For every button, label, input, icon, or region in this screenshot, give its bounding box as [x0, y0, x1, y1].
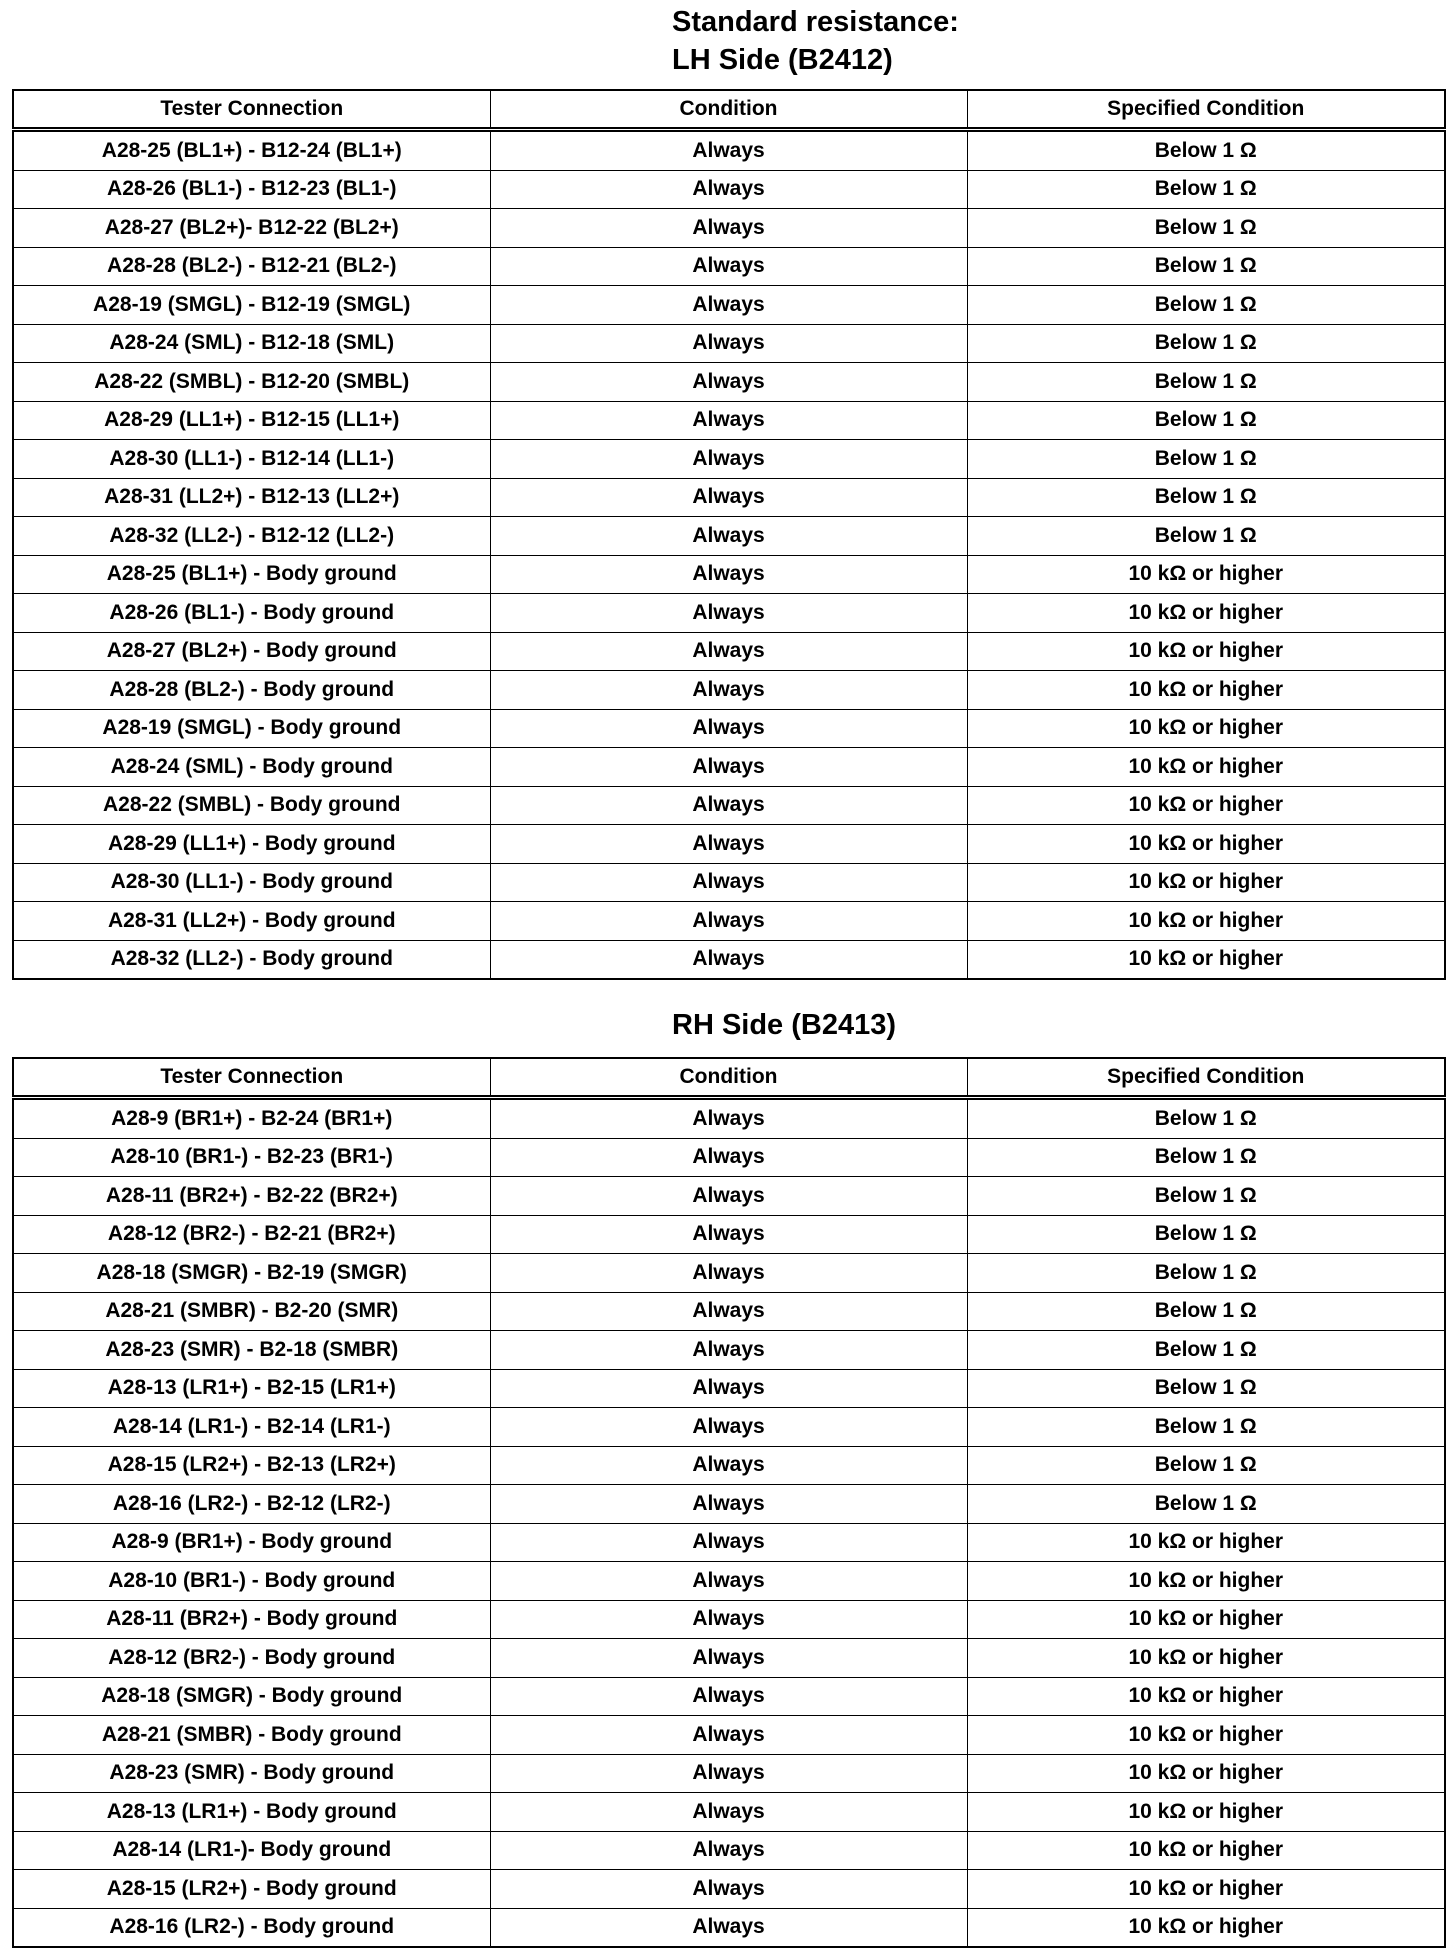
condition-cell: Always: [490, 1331, 967, 1370]
table-row: [13, 940, 1445, 979]
condition-cell: Always: [490, 324, 967, 363]
specified-condition-cell: Below 1 Ω: [967, 209, 1445, 248]
table-row: [13, 748, 1445, 787]
tester-connection-cell: A28-18 (SMGR) - B2-19 (SMGR): [13, 1254, 490, 1293]
condition-cell: Always: [490, 1215, 967, 1254]
condition-cell: Always: [490, 209, 967, 248]
specified-condition-cell: 10 kΩ or higher: [967, 1523, 1445, 1562]
table-row: [13, 1098, 1445, 1139]
condition-cell: Always: [490, 286, 967, 325]
table-row: [13, 1639, 1445, 1678]
specified-condition-cell: Below 1 Ω: [967, 1215, 1445, 1254]
table-row: [13, 247, 1445, 286]
specified-condition-cell: Below 1 Ω: [967, 247, 1445, 286]
lh-resistance-table: [12, 89, 1446, 980]
condition-cell: Always: [490, 1754, 967, 1793]
header-condition: Condition: [490, 90, 967, 130]
specified-condition-cell: 10 kΩ or higher: [967, 863, 1445, 902]
table-row: [13, 286, 1445, 325]
specified-condition-cell: Below 1 Ω: [967, 286, 1445, 325]
table-row: [13, 1446, 1445, 1485]
specified-condition-cell: Below 1 Ω: [967, 1331, 1445, 1370]
tester-connection-cell: A28-31 (LL2+) - B12-13 (LL2+): [13, 478, 490, 517]
tester-connection-cell: A28-14 (LR1-) - B2-14 (LR1-): [13, 1408, 490, 1447]
condition-cell: Always: [490, 130, 967, 171]
table-header-row: [13, 1058, 1445, 1098]
condition-cell: Always: [490, 440, 967, 479]
specified-condition-cell: Below 1 Ω: [967, 1446, 1445, 1485]
table-row: [13, 1908, 1445, 1947]
header-tester-connection: Tester Connection: [13, 1058, 490, 1098]
table-row: [13, 1600, 1445, 1639]
condition-cell: Always: [490, 786, 967, 825]
specified-condition-cell: 10 kΩ or higher: [967, 825, 1445, 864]
tester-connection-cell: A28-23 (SMR) - B2-18 (SMBR): [13, 1331, 490, 1370]
table-row: [13, 1177, 1445, 1216]
header-condition: Condition: [490, 1058, 967, 1098]
tester-connection-cell: A28-29 (LL1+) - B12-15 (LL1+): [13, 401, 490, 440]
condition-cell: Always: [490, 594, 967, 633]
tester-connection-cell: A28-11 (BR2+) - B2-22 (BR2+): [13, 1177, 490, 1216]
condition-cell: Always: [490, 1446, 967, 1485]
document-title: Standard resistance:: [672, 6, 959, 38]
table-header-row: [13, 90, 1445, 130]
condition-cell: Always: [490, 902, 967, 941]
specified-condition-cell: Below 1 Ω: [967, 1485, 1445, 1524]
condition-cell: Always: [490, 1177, 967, 1216]
tester-connection-cell: A28-10 (BR1-) - B2-23 (BR1-): [13, 1138, 490, 1177]
condition-cell: Always: [490, 671, 967, 710]
table-row: [13, 401, 1445, 440]
tester-connection-cell: A28-24 (SML) - B12-18 (SML): [13, 324, 490, 363]
condition-cell: Always: [490, 1292, 967, 1331]
specified-condition-cell: 10 kΩ or higher: [967, 1562, 1445, 1601]
specified-condition-cell: Below 1 Ω: [967, 1098, 1445, 1139]
tester-connection-cell: A28-25 (BL1+) - B12-24 (BL1+): [13, 130, 490, 171]
table-row: [13, 709, 1445, 748]
condition-cell: Always: [490, 401, 967, 440]
tester-connection-cell: A28-28 (BL2-) - B12-21 (BL2-): [13, 247, 490, 286]
table-row: [13, 440, 1445, 479]
specified-condition-cell: Below 1 Ω: [967, 1408, 1445, 1447]
table-row: [13, 555, 1445, 594]
specified-condition-cell: 10 kΩ or higher: [967, 1639, 1445, 1678]
tester-connection-cell: A28-10 (BR1-) - Body ground: [13, 1562, 490, 1601]
condition-cell: Always: [490, 1908, 967, 1947]
tester-connection-cell: A28-9 (BR1+) - Body ground: [13, 1523, 490, 1562]
condition-cell: Always: [490, 1639, 967, 1678]
tester-connection-cell: A28-30 (LL1-) - B12-14 (LL1-): [13, 440, 490, 479]
condition-cell: Always: [490, 1716, 967, 1755]
lh-section-title: LH Side (B2412): [672, 44, 893, 76]
table-row: [13, 1831, 1445, 1870]
tester-connection-cell: A28-19 (SMGL) - Body ground: [13, 709, 490, 748]
condition-cell: Always: [490, 1600, 967, 1639]
condition-cell: Always: [490, 748, 967, 787]
tester-connection-cell: A28-14 (LR1-)- Body ground: [13, 1831, 490, 1870]
table-row: [13, 1716, 1445, 1755]
condition-cell: Always: [490, 555, 967, 594]
table-row: [13, 1870, 1445, 1909]
table-row: [13, 863, 1445, 902]
table-row: [13, 209, 1445, 248]
specified-condition-cell: 10 kΩ or higher: [967, 1831, 1445, 1870]
header-tester-connection: Tester Connection: [13, 90, 490, 130]
condition-cell: Always: [490, 1677, 967, 1716]
specified-condition-cell: Below 1 Ω: [967, 517, 1445, 556]
table-row: [13, 1485, 1445, 1524]
table-row: [13, 1292, 1445, 1331]
table-row: [13, 1331, 1445, 1370]
condition-cell: Always: [490, 1098, 967, 1139]
condition-cell: Always: [490, 940, 967, 979]
header-specified-condition: Specified Condition: [967, 1058, 1445, 1098]
tester-connection-cell: A28-27 (BL2+) - Body ground: [13, 632, 490, 671]
specified-condition-cell: 10 kΩ or higher: [967, 1754, 1445, 1793]
condition-cell: Always: [490, 1369, 967, 1408]
condition-cell: Always: [490, 1562, 967, 1601]
condition-cell: Always: [490, 478, 967, 517]
condition-cell: Always: [490, 632, 967, 671]
condition-cell: Always: [490, 1870, 967, 1909]
tester-connection-cell: A28-22 (SMBL) - B12-20 (SMBL): [13, 363, 490, 402]
table-row: [13, 902, 1445, 941]
table-row: [13, 671, 1445, 710]
specified-condition-cell: Below 1 Ω: [967, 130, 1445, 171]
tester-connection-cell: A28-15 (LR2+) - B2-13 (LR2+): [13, 1446, 490, 1485]
tester-connection-cell: A28-16 (LR2-) - Body ground: [13, 1908, 490, 1947]
tester-connection-cell: A28-13 (LR1+) - B2-15 (LR1+): [13, 1369, 490, 1408]
specified-condition-cell: 10 kΩ or higher: [967, 1677, 1445, 1716]
tester-connection-cell: A28-26 (BL1-) - Body ground: [13, 594, 490, 633]
tester-connection-cell: A28-25 (BL1+) - Body ground: [13, 555, 490, 594]
tester-connection-cell: A28-24 (SML) - Body ground: [13, 748, 490, 787]
table-row: [13, 517, 1445, 556]
tester-connection-cell: A28-29 (LL1+) - Body ground: [13, 825, 490, 864]
table-row: [13, 786, 1445, 825]
condition-cell: Always: [490, 1485, 967, 1524]
specified-condition-cell: 10 kΩ or higher: [967, 632, 1445, 671]
condition-cell: Always: [490, 1793, 967, 1832]
tester-connection-cell: A28-23 (SMR) - Body ground: [13, 1754, 490, 1793]
specified-condition-cell: 10 kΩ or higher: [967, 940, 1445, 979]
specified-condition-cell: Below 1 Ω: [967, 1254, 1445, 1293]
table-row: [13, 478, 1445, 517]
tester-connection-cell: A28-9 (BR1+) - B2-24 (BR1+): [13, 1098, 490, 1139]
tester-connection-cell: A28-12 (BR2-) - B2-21 (BR2+): [13, 1215, 490, 1254]
tester-connection-cell: A28-16 (LR2-) - B2-12 (LR2-): [13, 1485, 490, 1524]
table-row: [13, 825, 1445, 864]
specified-condition-cell: 10 kΩ or higher: [967, 555, 1445, 594]
tester-connection-cell: A28-18 (SMGR) - Body ground: [13, 1677, 490, 1716]
condition-cell: Always: [490, 1138, 967, 1177]
table-row: [13, 170, 1445, 209]
table-row: [13, 1215, 1445, 1254]
condition-cell: Always: [490, 825, 967, 864]
condition-cell: Always: [490, 1408, 967, 1447]
specified-condition-cell: Below 1 Ω: [967, 478, 1445, 517]
specified-condition-cell: Below 1 Ω: [967, 1369, 1445, 1408]
specified-condition-cell: Below 1 Ω: [967, 324, 1445, 363]
specified-condition-cell: Below 1 Ω: [967, 401, 1445, 440]
tester-connection-cell: A28-21 (SMBR) - B2-20 (SMR): [13, 1292, 490, 1331]
rh-section-title: RH Side (B2413): [672, 1009, 897, 1041]
condition-cell: Always: [490, 517, 967, 556]
table-row: [13, 1562, 1445, 1601]
table-row: [13, 1677, 1445, 1716]
specified-condition-cell: 10 kΩ or higher: [967, 1908, 1445, 1947]
condition-cell: Always: [490, 247, 967, 286]
specified-condition-cell: 10 kΩ or higher: [967, 786, 1445, 825]
specified-condition-cell: 10 kΩ or higher: [967, 1716, 1445, 1755]
table-row: [13, 1793, 1445, 1832]
table-row: [13, 594, 1445, 633]
specified-condition-cell: 10 kΩ or higher: [967, 709, 1445, 748]
condition-cell: Always: [490, 170, 967, 209]
specified-condition-cell: Below 1 Ω: [967, 1177, 1445, 1216]
table-row: [13, 1408, 1445, 1447]
table-row: [13, 632, 1445, 671]
tester-connection-cell: A28-15 (LR2+) - Body ground: [13, 1870, 490, 1909]
specified-condition-cell: 10 kΩ or higher: [967, 902, 1445, 941]
tester-connection-cell: A28-28 (BL2-) - Body ground: [13, 671, 490, 710]
condition-cell: Always: [490, 1831, 967, 1870]
specified-condition-cell: 10 kΩ or higher: [967, 1600, 1445, 1639]
rh-resistance-table: [12, 1057, 1446, 1948]
condition-cell: Always: [490, 709, 967, 748]
header-specified-condition: Specified Condition: [967, 90, 1445, 130]
tester-connection-cell: A28-31 (LL2+) - Body ground: [13, 902, 490, 941]
condition-cell: Always: [490, 363, 967, 402]
specified-condition-cell: 10 kΩ or higher: [967, 594, 1445, 633]
condition-cell: Always: [490, 1523, 967, 1562]
specified-condition-cell: Below 1 Ω: [967, 1292, 1445, 1331]
tester-connection-cell: A28-12 (BR2-) - Body ground: [13, 1639, 490, 1678]
specified-condition-cell: Below 1 Ω: [967, 170, 1445, 209]
tester-connection-cell: A28-11 (BR2+) - Body ground: [13, 1600, 490, 1639]
specified-condition-cell: 10 kΩ or higher: [967, 1870, 1445, 1909]
table-row: [13, 1138, 1445, 1177]
specified-condition-cell: Below 1 Ω: [967, 1138, 1445, 1177]
table-row: [13, 363, 1445, 402]
tester-connection-cell: A28-19 (SMGL) - B12-19 (SMGL): [13, 286, 490, 325]
tester-connection-cell: A28-21 (SMBR) - Body ground: [13, 1716, 490, 1755]
tester-connection-cell: A28-30 (LL1-) - Body ground: [13, 863, 490, 902]
table-row: [13, 324, 1445, 363]
specified-condition-cell: Below 1 Ω: [967, 440, 1445, 479]
tester-connection-cell: A28-32 (LL2-) - Body ground: [13, 940, 490, 979]
table-row: [13, 1369, 1445, 1408]
tester-connection-cell: A28-13 (LR1+) - Body ground: [13, 1793, 490, 1832]
table-row: [13, 1754, 1445, 1793]
table-row: [13, 1254, 1445, 1293]
tester-connection-cell: A28-26 (BL1-) - B12-23 (BL1-): [13, 170, 490, 209]
tester-connection-cell: A28-32 (LL2-) - B12-12 (LL2-): [13, 517, 490, 556]
specified-condition-cell: Below 1 Ω: [967, 363, 1445, 402]
condition-cell: Always: [490, 1254, 967, 1293]
specified-condition-cell: 10 kΩ or higher: [967, 1793, 1445, 1832]
condition-cell: Always: [490, 863, 967, 902]
specified-condition-cell: 10 kΩ or higher: [967, 748, 1445, 787]
lh-table-body: [13, 130, 1445, 980]
table-row: [13, 1523, 1445, 1562]
specified-condition-cell: 10 kΩ or higher: [967, 671, 1445, 710]
table-row: [13, 130, 1445, 171]
tester-connection-cell: A28-27 (BL2+)- B12-22 (BL2+): [13, 209, 490, 248]
rh-table-body: [13, 1098, 1445, 1948]
tester-connection-cell: A28-22 (SMBL) - Body ground: [13, 786, 490, 825]
